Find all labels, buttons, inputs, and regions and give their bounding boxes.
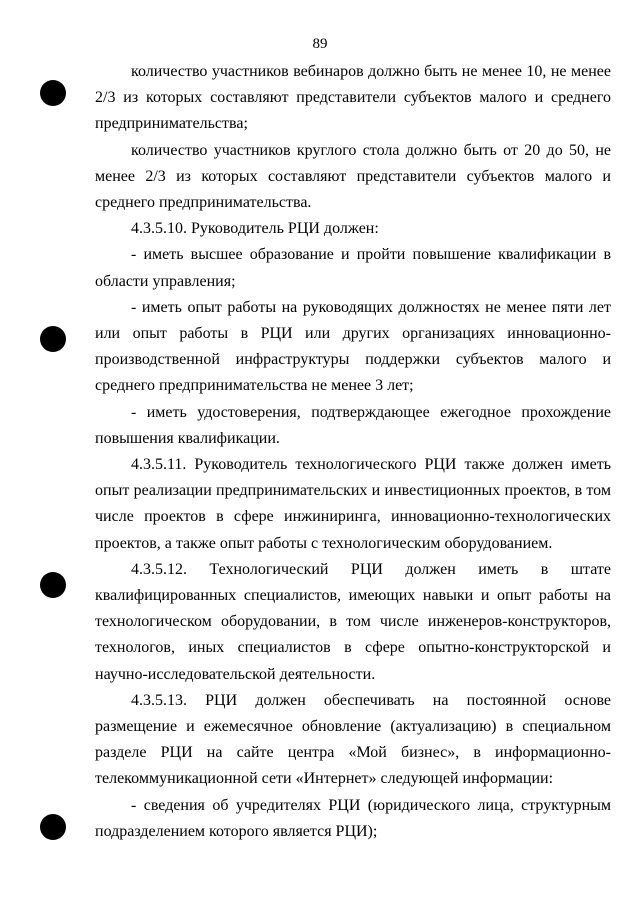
list-item-founders-info: - сведения об учредителях РЦИ (юридического лица, структурным подразделением которого является РЦИ); bbox=[95, 796, 611, 840]
paragraph-webinar-participants: количество участников вебинаров должно быть не менее 10, не менее 2/3 из которых составляют представители субъектов малого и среднего предпринимательства; bbox=[95, 63, 611, 133]
punch-hole-mark bbox=[40, 814, 66, 840]
page-number: 89 bbox=[312, 36, 328, 52]
paragraph-round-table-participants: количество участников круглого стола должно быть от 20 до 50, не менее 2/3 из которых составляют представители субъектов малого и среднего предпринимательства. bbox=[95, 141, 611, 212]
list-item-certificates: - иметь удостоверения, подтверждающее ежегодное прохождение повышения квалификации. bbox=[95, 403, 611, 447]
section-heading-4-3-5-10: 4.3.5.10. Руководитель РЦИ должен: bbox=[131, 220, 379, 238]
punch-hole-mark bbox=[40, 572, 66, 598]
punch-hole-mark bbox=[40, 80, 66, 106]
list-item-higher-education: - иметь высшее образование и пройти повышение квалификации в области управления; bbox=[95, 246, 611, 290]
paragraph-4-3-5-12: 4.3.5.12. Технологический РЦИ должен иметь в штате квалифицированных специалистов, имеющих навыки и опыт работы на технологическом оборудовании, в том числе инженеров-конструкторов, технологов, иных специалистов в сфере опытно-конструкторской и научно-исследовательской деятельности. bbox=[95, 560, 611, 683]
paragraph-4-3-5-13: 4.3.5.13. РЦИ должен обеспечивать на постоянной основе размещение и ежемесячное обновление (актуализацию) в специальном разделе РЦИ на сайте центра «Мой бизнес», в информационно-телекоммуникационной сети «Интернет» следующей информации: bbox=[95, 691, 611, 788]
list-item-management-experience: - иметь опыт работы на руководящих должностях не менее пяти лет или опыт работы в РЦИ или других организациях инновационно-производственной инфраструктуры поддержки субъектов малого и среднего предпринимательства не менее 3 лет; bbox=[95, 298, 611, 395]
punch-hole-mark bbox=[40, 326, 66, 352]
document-body bbox=[95, 59, 611, 845]
paragraph-4-3-5-11: 4.3.5.11. Руководитель технологического РЦИ также должен иметь опыт реализации предпринимательских и инвестиционных проектов, в том числе проектов в сфере инжиниринга, инновационно-технологических проектов, а также опыт работы с технологическим оборудованием. bbox=[95, 456, 611, 552]
